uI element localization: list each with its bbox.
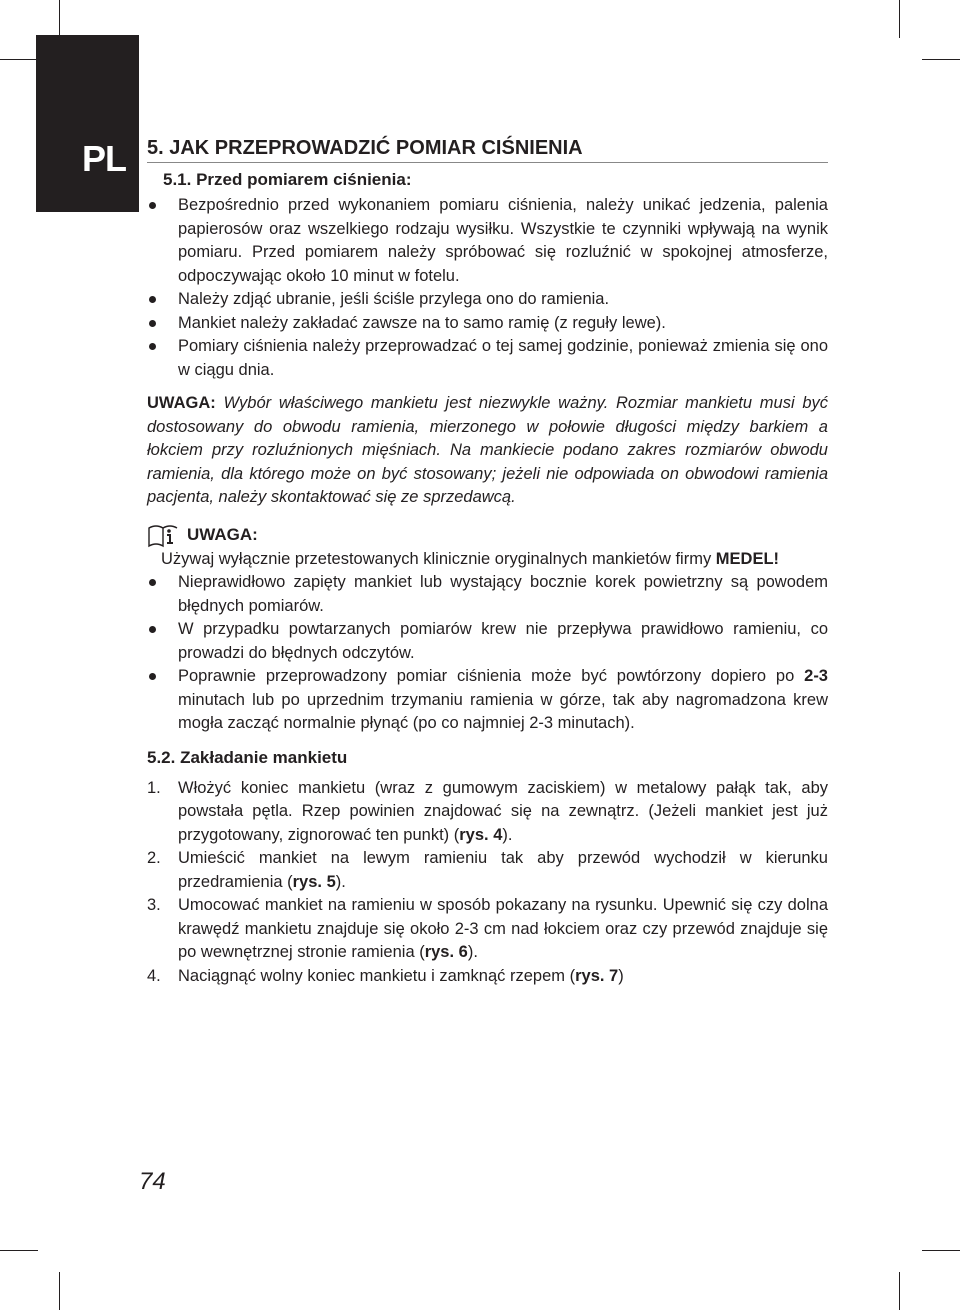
page-content: [147, 136, 828, 988]
step-end: ).: [335, 872, 346, 891]
list-item: W przypadku powtarzanych pomiarów krew nie przepływa prawidłowo ramieniu, co prowadzi do błędnych odczytów.: [147, 618, 828, 665]
subsection-heading: 5.2. Zakładanie mankietu: [147, 747, 348, 767]
step-number: 1.: [147, 778, 161, 797]
steps-list: [147, 777, 828, 989]
step-item: [147, 777, 828, 848]
step-item: [147, 847, 828, 894]
list-item: [147, 665, 828, 736]
section-heading: 5. JAK PRZEPROWADZIĆ POMIAR CIŚNIENIA: [147, 136, 828, 163]
info-label: UWAGA:: [187, 524, 258, 544]
brand-name: MEDEL!: [715, 549, 780, 568]
bullet-list: [147, 571, 828, 736]
list-item: Pomiary ciśnienia należy przeprowadzać o tej samej godzinie, ponieważ zmienia się ono w ciągu dnia.: [147, 335, 828, 382]
figure-ref: rys. 5: [292, 872, 336, 891]
crop-mark: [922, 1250, 960, 1251]
list-item: Należy zdjąć ubranie, jeśli ściśle przylega ono do ramienia.: [147, 288, 828, 312]
step-number: 3.: [147, 896, 161, 914]
subsection-heading: 5.1. Przed pomiarem ciśnienia:: [163, 170, 412, 189]
info-heading: [147, 522, 828, 548]
list-item: Mankiet należy zakładać zawsze na to samo ramię (z reguły lewe).: [147, 312, 828, 336]
list-item-bold: 2-3: [804, 667, 828, 685]
step-end: ): [618, 966, 624, 985]
info-text-body: Używaj wyłącznie przetestowanych klinicznie oryginalnych mankietów firmy: [161, 549, 716, 568]
step-item: [147, 965, 828, 989]
crop-mark: [59, 1272, 60, 1310]
cuff-note: [147, 392, 828, 510]
step-number: 2.: [147, 849, 161, 867]
crop-mark: [0, 59, 38, 60]
info-text: [147, 548, 828, 572]
language-tab: [36, 35, 139, 212]
crop-mark: [0, 1250, 38, 1251]
crop-mark: [899, 1272, 900, 1310]
figure-ref: rys. 7: [575, 966, 619, 985]
step-end: ).: [467, 943, 478, 961]
step-number: 4.: [147, 966, 161, 985]
info-book-icon: [147, 522, 181, 548]
crop-mark: [899, 0, 900, 38]
step-text: Umocować mankiet na ramieniu w sposób pokazany na rysunku. Upewnić się czy dolna krawędź mankietu znajduje się około 2-3 cm nad łokciem oraz czy przewód znajduje się po wewnętrznej stronie ramienia (: [178, 896, 828, 961]
note-label: UWAGA:: [147, 394, 216, 412]
page-number: 74: [139, 1168, 166, 1195]
step-item: [147, 894, 828, 965]
language-code: PL: [82, 138, 127, 179]
list-item-text: minutach lub po uprzednim trzymaniu ramienia w górze, tak aby nagromadzona krew mogła zacząć normalnie płynąć (po co najmniej 2-3 minutach).: [178, 690, 828, 732]
list-item: Bezpośrednio przed wykonaniem pomiaru ciśnienia, należy unikać jedzenia, palenia papierosów oraz wszelkiego rodzaju wysiłku. Wszystkie te czynniki wpływają na wynik pomiaru. Przed pomiarem należy spróbować się rozluźnić w spokojnej atmosferze, odpoczywając około 10 minut w fotelu.: [147, 194, 828, 288]
crop-mark: [922, 59, 960, 60]
list-item: Nieprawidłowo zapięty mankiet lub wystający bocznie korek powietrzny są powodem błędnych pomiarów.: [147, 571, 828, 618]
step-text: Włożyć koniec mankietu (wraz z gumowym zaciskiem) w metalowy pałąk tak, aby powstała pętla. Rzep powinien znajdować się na zewnątrz. (Jeżeli mankiet jest już przygotowany, zignorować ten punkt) (: [178, 778, 828, 844]
list-item-text: Poprawnie przeprowadzony pomiar ciśnienia może być powtórzony dopiero po: [178, 667, 805, 685]
step-end: ).: [502, 825, 513, 844]
bullet-list: [147, 194, 828, 382]
crop-mark: [59, 0, 60, 38]
figure-ref: rys. 6: [424, 943, 468, 961]
figure-ref: rys. 4: [459, 825, 503, 844]
step-text: Umieścić mankiet na lewym ramieniu tak aby przewód wychodził w kierunku przedramienia (: [178, 849, 828, 891]
step-text: Naciągnąć wolny koniec mankietu i zamknąć rzepem (: [178, 966, 576, 985]
note-text: Wybór właściwego mankietu jest niezwykle ważny. Rozmiar mankietu musi być dostosowany do obwodu ramienia, mierzonego w połowie długości między barkiem a łokciem przy rozluźnionych mięśniach. Na mankiecie podano zakres rozmiarów obwodu ramienia, dla którego może on być stosowany; jeżeli nie odpowiada on obwodowi ramienia pacjenta, należy skontaktować się ze sprzedawcą.: [147, 394, 828, 506]
